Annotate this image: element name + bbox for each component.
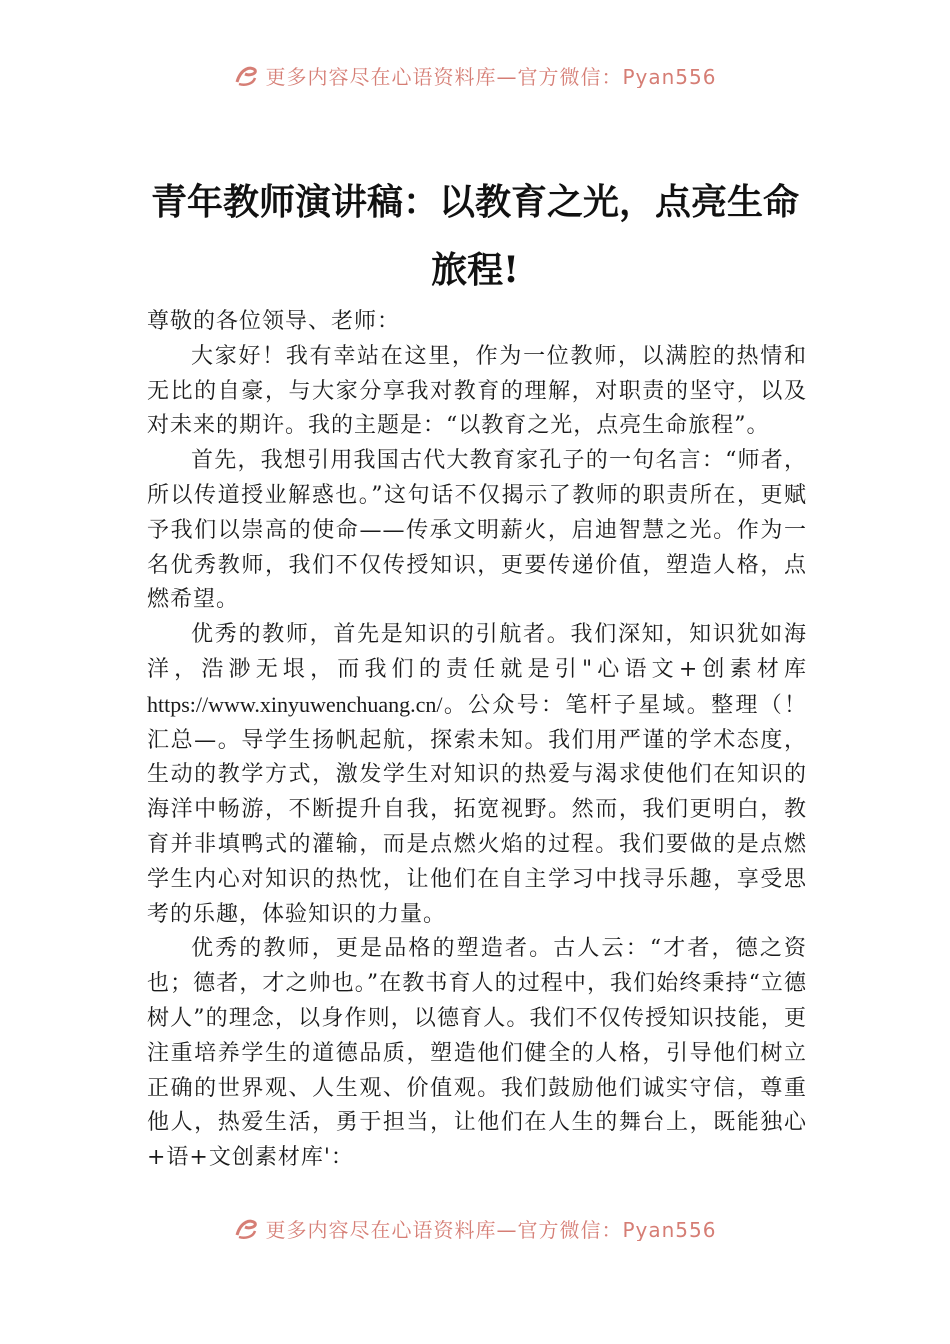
watermark-logo-icon	[233, 62, 259, 88]
title-line-2: 旅程!	[431, 249, 519, 291]
footer-watermark-banner	[0, 1207, 950, 1241]
salutation: 尊敬的各位领导、老师：	[147, 309, 401, 334]
header-watermark-banner	[0, 54, 950, 88]
paragraph-character-shaper: 优秀的教师，更是品格的塑造者。古人云：“才者，德之资也；德者，才之帅也。”在教书育人的过程中，我们始终秉持“立德树人”的理念，以身作则，以德育人。我们不仅传授知识技能，更注重培养学生的道德品质，塑造他们健全的人格，引导他们树立正确的世界观、人生观、价值观。我们鼓励他们诚实守信，尊重他人，热爱生活，勇于担当，让他们在人生的舞台上，既能独心+语+文创素材库'：	[147, 936, 807, 1171]
title-line-1: 青年教师演讲稿：以教育之光，点亮生命	[150, 181, 799, 223]
paragraph-part: 。公众号：笔杆子星域。整理（！汇总—。导学生扬帆起航，探索未知。我们用严谨的学术态度，生动的教学方式，激发学生对知识的热爱与渴求使他们在知识的海洋中畅游，不断提升自我，拓宽视野。然而，我们更明白，教育并非填鸭式的灌输，而是点燃火焰的过程。我们要做的是点燃学生内心对知识的热忱，让他们在自主学习中找寻乐趣，享受思考的乐趣，体验知识的力量。	[147, 692, 807, 927]
watermark-text: 更多内容尽在心语资料库—官方微信：Pyan556	[265, 64, 717, 88]
paragraph-confucius-quote: 首先，我想引用我国古代大教育家孔子的一句名言：“师者，所以传道授业解惑也。”这句话不仅揭示了教师的职责所在，更赋予我们以崇高的使命——传承文明薪火，启迪智慧之光。作为一名优秀教师，我们不仅传授知识，更要传递价值，塑造人格，点燃希望。	[147, 448, 807, 613]
watermark-text: 更多内容尽在心语资料库—官方微信：Pyan556	[265, 1217, 717, 1241]
paragraph-greeting: 大家好！我有幸站在这里，作为一位教师，以满腔的热情和无比的自豪，与大家分享我对教育的理解，对职责的坚守，以及对未来的期许。我的主题是：“以教育之光，点亮生命旅程”。	[147, 343, 807, 439]
paragraph-knowledge-navigator	[147, 618, 807, 932]
watermark-logo-icon	[233, 1215, 259, 1241]
document-body	[147, 305, 807, 1176]
document-title	[0, 168, 950, 304]
paragraph-part: 优秀的教师，首先是知识的引航者。我们深知，知识犹如海洋，浩渺无垠，而我们的责任就是引"心语文+创素材库	[147, 622, 807, 682]
website-url-text: https://www.xinyuwenchuang.cn/	[147, 691, 443, 717]
